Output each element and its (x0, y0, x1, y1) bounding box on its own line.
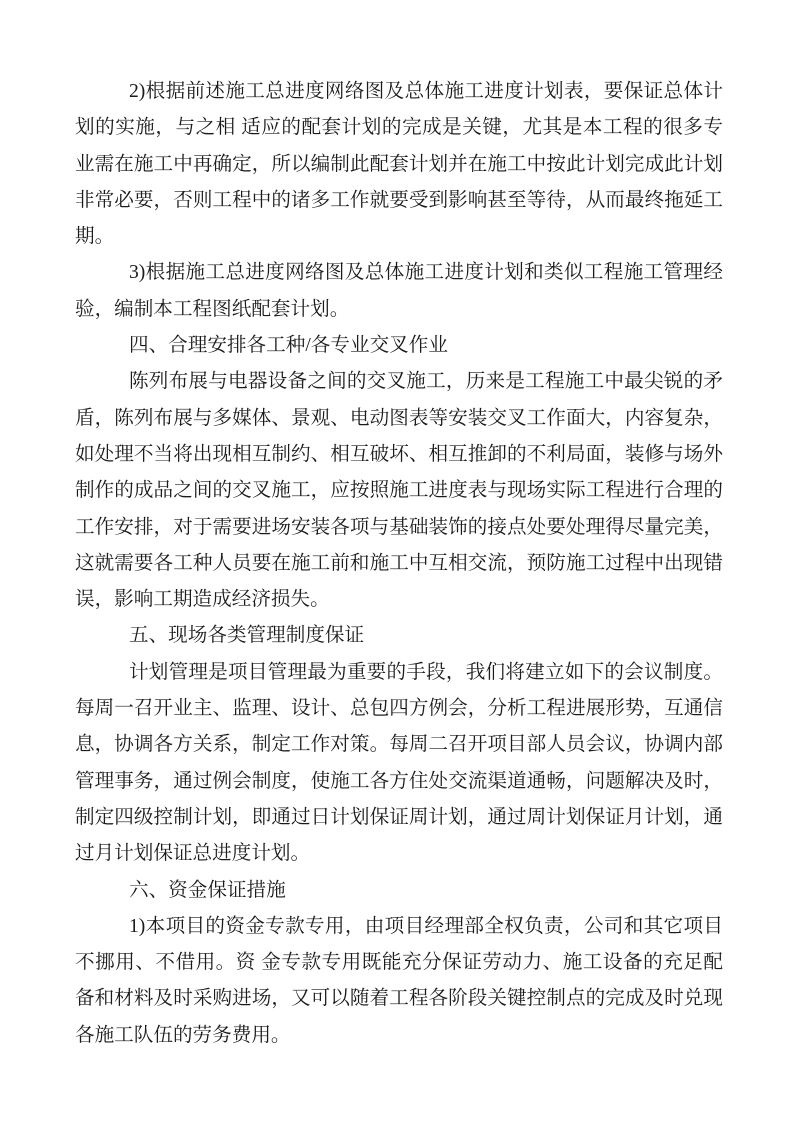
paragraph-management-system: 计划管理是项目管理最为重要的手段，我们将建立如下的会议制度。每周一召开业主、监理、设计、总包四方例会，分析工程进展形势，互通信息，协调各方关系，制定工作对策。每周二召开项目部人员会议，协调内部管理事务，通过例会制度，使施工各方住处交流渠道通畅，问题解决及时，制定四级控制计划，即通过日计划保证周计划，通过周计划保证月计划，通过月计划保证总进度计划。 (75, 661, 723, 865)
section-heading-6: 六、资金保证措施 (129, 879, 286, 901)
paragraph-cross-work: 陈列布展与电器设备之间的交叉施工，历来是工程施工中最尖锐的矛盾，陈列布展与多媒体、景观、电动图表等安装交叉工作面大，内容复杂，如处理不当将出现相互制约、相互破坏、相互推卸的不利局面，装修与场外制作的成品之间的交叉施工，应按照施工进度表与现场实际工程进行合理的工作安排，对于需要进场安装各项与基础装饰的接点处要处理得尽量完美，这就需要各工种人员要在施工前和施工中互相交流，预防施工过程中出现错误，影响工期造成经济损失。 (75, 371, 723, 611)
paragraph-clause-3: 3)根据施工总进度网络图及总体施工进度计划和类似工程施工管理经验，编制本工程图纸配套计划。 (75, 262, 723, 320)
section-heading-5: 五、现场各类管理制度保证 (129, 625, 365, 647)
section-heading-4: 四、合理安排各工种/各专业交叉作业 (129, 335, 448, 357)
document-text-block (75, 74, 723, 1054)
paragraph-funds-clause-1: 1)本项目的资金专款专用，由项目经理部全权负责，公司和其它项目不挪用、不借用。资 金专款专用既能充分保证劳动力、施工设备的充足配备和材料及时采购进场，又可以随着工程各阶段关键控制点的完成及时兑现各施工队伍的劳务费用。 (75, 915, 723, 1046)
paragraph-clause-2: 2)根据前述施工总进度网络图及总体施工进度计划表，要保证总体计划的实施，与之相 适应的配套计划的完成是关键，尤其是本工程的很多专业需在施工中再确定，所以编制此配套计划并在施工中按此计划完成此计划非常必要，否则工程中的诸多工作就要受到影响甚至等待，从而最终拖延工期。 (75, 81, 723, 248)
